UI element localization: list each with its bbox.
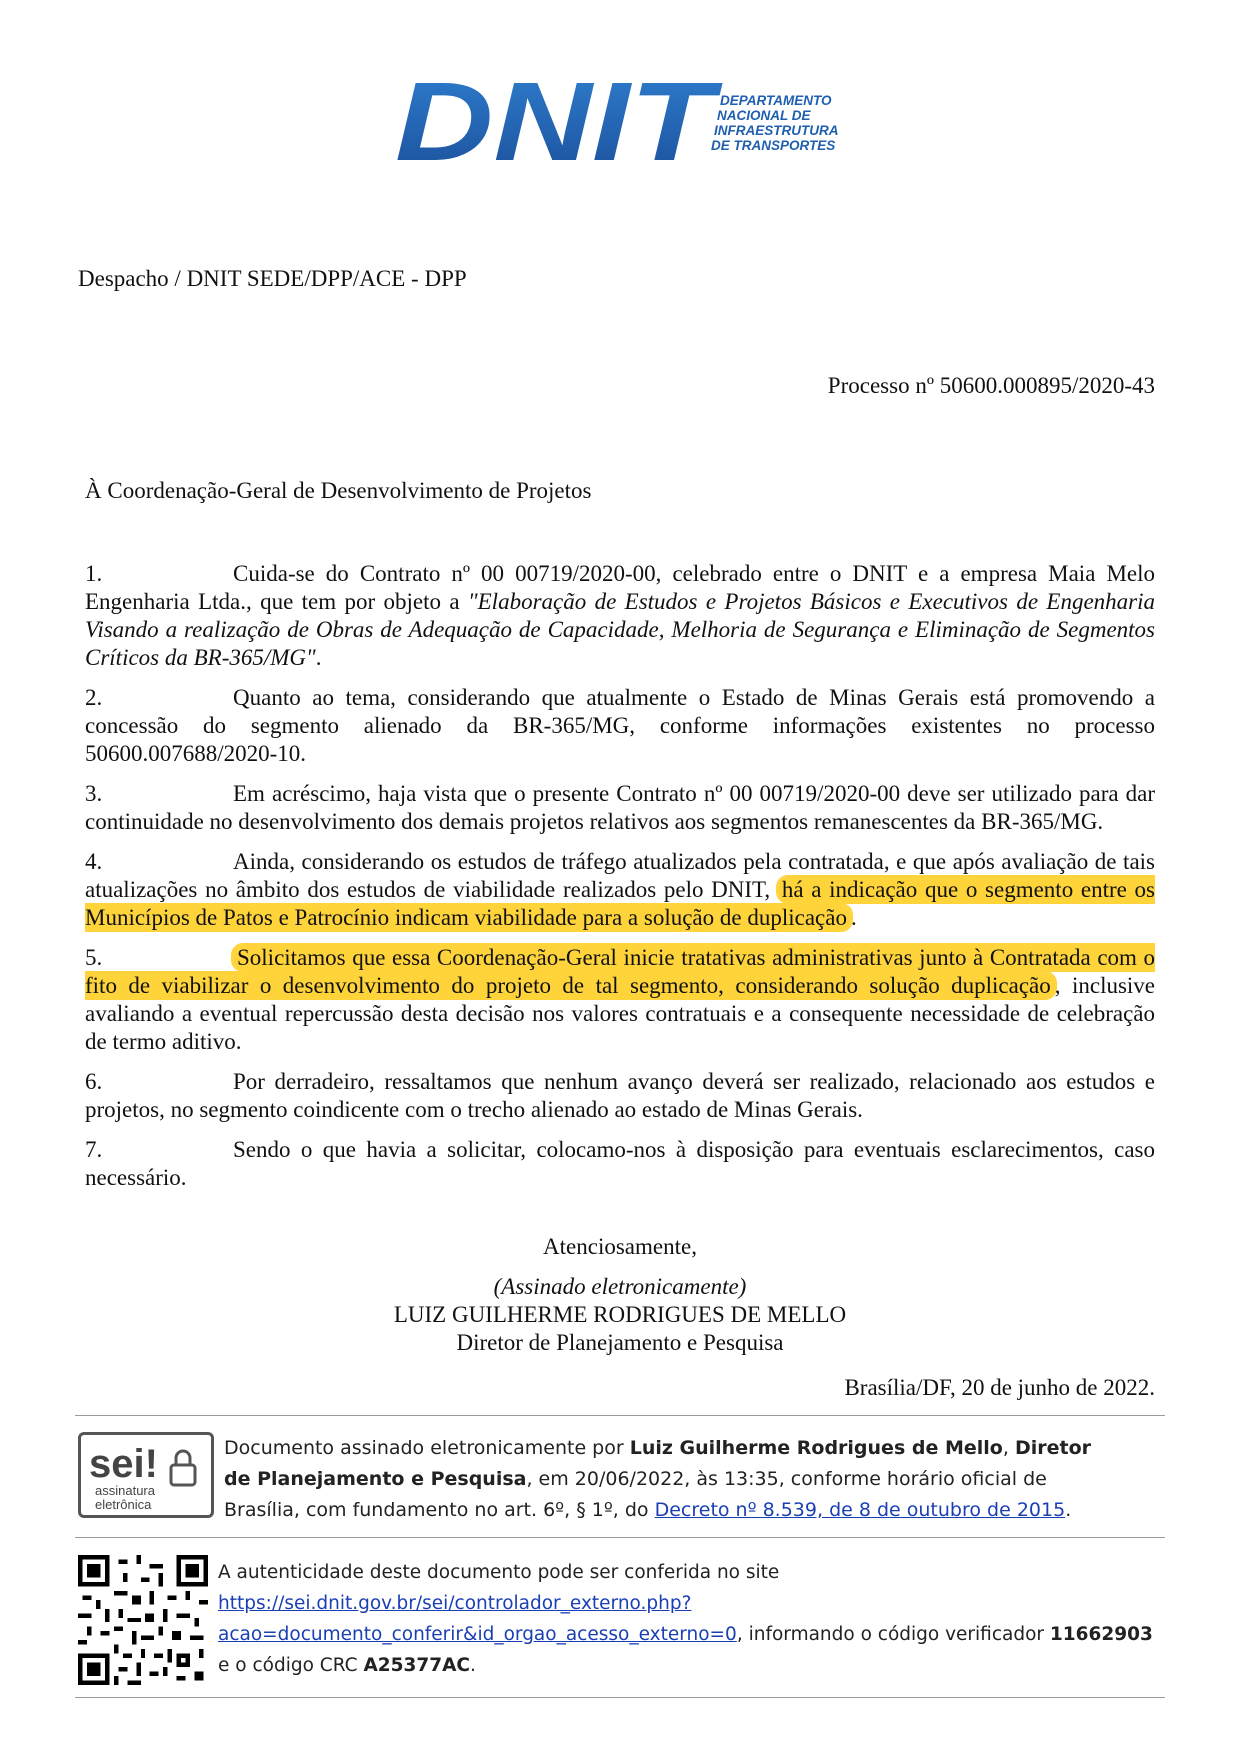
authenticity-statement: A autenticidade deste documento pode ser conferida no site https://sei.dnit.gov.br/sei/controlador_externo.php? acao=documento_conferir&id_orgao_acesso_externo=0, informando o código verificador 11662903 e o código CRC A25377AC. bbox=[218, 1562, 1153, 1676]
sei-signature-logo bbox=[78, 1432, 214, 1518]
paragraph-number: 2. bbox=[85, 685, 103, 710]
addressee: À Coordenação-Geral de Desenvolvimento de Projetos bbox=[85, 478, 592, 503]
paragraph-text: Em acréscimo, haja vista que o presente Contrato nº 00 00719/2020-00 deve ser utilizado para dar continuidade no desenvolvimento dos demais projetos relativos aos segmentos remanescentes da BR-365/MG. bbox=[85, 781, 1155, 834]
paragraph-number: 1. bbox=[85, 561, 103, 586]
paragraph-text: . bbox=[315, 645, 322, 670]
paragraph-text: Sendo o que havia a solicitar, colocamo-nos à disposição para eventuais esclarecimentos, caso necessário. bbox=[85, 1137, 1155, 1190]
document-type: Despacho / DNIT SEDE/DPP/ACE - DPP bbox=[78, 266, 467, 291]
paragraph-text: . bbox=[850, 905, 857, 930]
dnit-logo-line: INFRAESTRUTURA bbox=[714, 123, 839, 138]
sei-logo-word: sei! bbox=[89, 1442, 158, 1486]
signer-name-bold: Luiz Guilherme Rodrigues de Mello bbox=[629, 1437, 1003, 1459]
verification-url[interactable]: https://sei.dnit.gov.br/sei/controlador_externo.php? bbox=[218, 1593, 692, 1614]
dnit-logo bbox=[395, 70, 855, 170]
qr-code bbox=[78, 1555, 208, 1685]
sei-logo-caption: assinatura bbox=[95, 1483, 155, 1498]
paragraph-3 bbox=[85, 780, 1155, 836]
sei-logo-caption: eletrônica bbox=[95, 1497, 152, 1512]
paragraph-number: 4. bbox=[85, 849, 103, 874]
closing-block bbox=[85, 1233, 1155, 1357]
paragraph-4 bbox=[85, 848, 1155, 932]
signer-role: Diretor de Planejamento e Pesquisa bbox=[456, 1330, 784, 1355]
paragraph-text: Ainda, considerando os estudos de tráfego atualizados pela contratada, e que após avaliação de tais atualizações no âmbito dos estudos de viabilidade realizados pelo DNIT, bbox=[85, 849, 1155, 902]
paragraph-2 bbox=[85, 684, 1155, 768]
dnit-logo-line: DEPARTAMENTO bbox=[720, 93, 832, 108]
contract-object: "Elaboração de Estudos e Projetos Básicos e Executivos de Engenharia Visando a realização de Obras de Adequação de Capacidade, Melhoria de Segurança e Eliminação de Segmentos Críticos da BR-365/MG" bbox=[85, 589, 1156, 670]
dnit-logo-line: DE TRANSPORTES bbox=[711, 138, 836, 153]
paragraph-number: 5. bbox=[85, 945, 103, 970]
greeting: Atenciosamente, bbox=[543, 1234, 697, 1259]
paragraph-text: Por derradeiro, ressaltamos que nenhum avanço deverá ser realizado, relacionado aos estudos e projetos, no segmento coindicente com o trecho alienado ao estado de Minas Gerais. bbox=[85, 1069, 1155, 1122]
highlighted-text: Solicitamos que essa Coordenação-Geral inicie tratativas administrativas junto à Contratada com o fito de viabilizar o desenvolvimento do projeto de tal segmento, considerando solução duplicação bbox=[85, 945, 1155, 998]
paragraph-text: , inclusive avaliando a eventual repercussão desta decisão nos valores contratuais e a consequente necessidade de celebração de termo aditivo. bbox=[85, 973, 1156, 1054]
process-number: Processo nº 50600.000895/2020-43 bbox=[827, 373, 1155, 398]
divider bbox=[75, 1537, 1165, 1538]
document-body bbox=[85, 560, 1155, 1204]
divider bbox=[75, 1415, 1165, 1416]
divider bbox=[75, 1697, 1165, 1698]
paragraph-number: 3. bbox=[85, 781, 103, 806]
paragraph-text: Cuida-se do Contrato nº 00 00719/2020-00, celebrado entre o DNIT e a empresa Maia Melo Engenharia Ltda., que tem por objeto a bbox=[85, 561, 1155, 614]
dnit-logo-line: NACIONAL DE bbox=[717, 108, 811, 123]
paragraph-1 bbox=[85, 560, 1155, 672]
paragraph-text: Quanto ao tema, considerando que atualmente o Estado de Minas Gerais está promovendo a concessão do segmento alienado da BR-365/MG, conforme informações existentes no processo 50600.007688/2020-10. bbox=[85, 685, 1155, 766]
highlighted-text: há a indicação que o segmento entre os Municípios de Patos e Patrocínio indicam viabilidade para a solução de duplicação bbox=[85, 877, 1156, 930]
verifier-code: 11662903 bbox=[1049, 1624, 1153, 1645]
paragraph-6 bbox=[85, 1068, 1155, 1124]
signature-statement: Documento assinado eletronicamente por Luiz Guilherme Rodrigues de Mello, Diretor de Planejamento e Pesquisa, em 20/06/2022, às 13:35, conforme horário oficial de Brasília, com fundamento no art. 6º, § 1º, do Decreto nº 8.539, de 8 de outubro de 2015. bbox=[224, 1437, 1091, 1521]
crc-code: A25377AC bbox=[363, 1655, 471, 1676]
decree-link[interactable]: Decreto nº 8.539, de 8 de outubro de 2015 bbox=[654, 1499, 1066, 1521]
signer-role-bold: Diretor de Planejamento e Pesquisa bbox=[224, 1437, 1091, 1490]
paragraph-7 bbox=[85, 1136, 1155, 1192]
dnit-logo-letters: DNIT bbox=[395, 70, 724, 170]
document-date: Brasília/DF, 20 de junho de 2022. bbox=[844, 1375, 1155, 1400]
verification-url[interactable]: acao=documento_conferir&id_orgao_acesso_externo=0 bbox=[218, 1624, 737, 1645]
paragraph-5 bbox=[85, 944, 1155, 1056]
signed-note: (Assinado eletronicamente) bbox=[493, 1274, 747, 1299]
paragraph-number: 7. bbox=[85, 1137, 103, 1162]
signer-name: LUIZ GUILHERME RODRIGUES DE MELLO bbox=[393, 1302, 847, 1327]
paragraph-number: 6. bbox=[85, 1069, 103, 1094]
